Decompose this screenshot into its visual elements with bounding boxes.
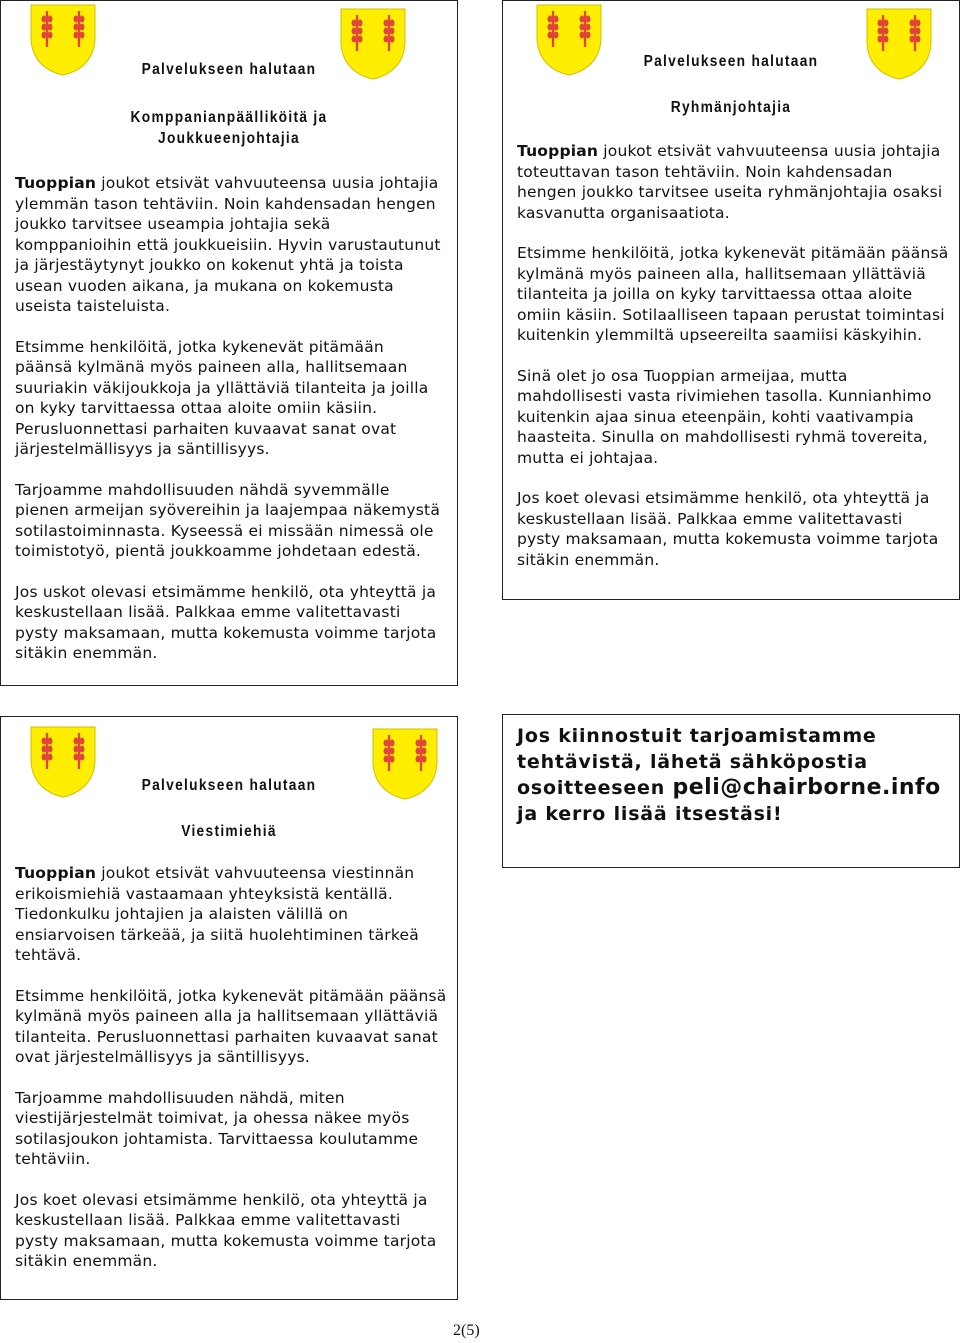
contact-line: tehtävistä, lähetä sähköpostia: [517, 751, 868, 773]
paragraph: Sinä olet jo osa Tuoppian armeijaa, mutta mahdollisesti vasta rivimiehen tasolla. Kunnianhimo kuitenkin ajaa sinua eteenpäin, kohti vaativampia haasteita. Sinulla on mahdollisesti ryhmä tovereita, mutta ei johtajaa.: [517, 366, 932, 467]
contact-line: [517, 775, 951, 801]
paragraph: [15, 863, 447, 966]
paragraph: Tarjoamme mahdollisuuden nähdä syvemmälle pienen armeijan syövereihin ja laajempaa näkemystä sotilastoiminnasta. Kyseessä ei missään nimessä ole toimistotyö, pientä joukkoamme johdetaan edestä.: [15, 480, 441, 560]
ad-role-title: Ryhmänjohtajia: [670, 99, 792, 116]
ad-role-title: [33, 107, 425, 149]
role-line: Komppanianpäälliköitä ja: [130, 109, 328, 126]
ad-company-commanders: [0, 0, 458, 686]
email-address[interactable]: peli@chairborne.info: [672, 775, 941, 800]
paragraph: Etsimme henkilöitä, jotka kykenevät pitämään päänsä kylmänä myös paineen alla, hallitsemaan suuriakin väkijoukkoja ja yllättäviä tilanteita ja joilla on kyky tarvittaessa ottaa aloite omiin käsiin. Perusluonnettasi parhaiten kuvaavat sanat ovat järjestelmällisyys ja säntillisyys.: [15, 337, 429, 458]
lead-word: Tuoppian: [517, 142, 599, 160]
ad-role-title: Viestimiehiä: [181, 823, 277, 840]
ad-heading: Palvelukseen halutaan: [141, 61, 317, 78]
contact-text: [517, 723, 951, 827]
paragraph: Tarjoamme mahdollisuuden nähdä, miten viestijärjestelmät toimivat, ja ohessa näkee myös sotilasjoukon johtamista. Tarvittaessa koulutamme tehtäviin.: [15, 1088, 419, 1168]
paragraph-text: joukot etsivät vahvuuteensa viestinnän erikoismiehiä vastaamaan yhteyksistä kentällä. Tiedonkulku johtajien ja alaisten välillä on ensiarvoisen tärkeää, ja siitä huolehtiminen tärkeä tehtävä.: [15, 864, 419, 964]
lead-word: Tuoppian: [15, 174, 97, 192]
ad-squad-leaders: [502, 0, 960, 600]
contact-line: Jos kiinnostuit tarjoamistamme: [517, 725, 877, 747]
contact-line: ja kerro lisää itsestäsi!: [517, 803, 783, 825]
contact-box: [502, 714, 960, 868]
ad-body: [15, 173, 445, 684]
role-line: Joukkueenjohtajia: [158, 130, 300, 147]
page-number: 2(5): [453, 1322, 480, 1339]
paragraph: Etsimme henkilöitä, jotka kykenevät pitämään päänsä kylmänä myös paineen alla, hallitsemaan yllättäviä tilanteita ja joilla on kyky tarvittaessa ottaa aloite omiin käsiin. Sotilaalliseen tapaan perustat toimintasi kuitenkin ylemmiltä upseereilta saamiisi käskyihin.: [517, 244, 949, 344]
paragraph: Jos koet olevasi etsimämme henkilö, ota yhteyttä ja keskustellaan lisää. Palkkaa emme valitettavasti pysty maksamaan, mutta kokemusta voimme tarjota sitäkin enemmän.: [15, 1190, 437, 1270]
ad-body: [517, 141, 949, 590]
ad-heading: Palvelukseen halutaan: [141, 777, 317, 794]
paragraph: [517, 141, 949, 223]
paragraph: [15, 173, 445, 317]
paragraph-text: joukot etsivät vahvuuteensa uusia johtajia toteuttavan tason tehtäviin. Noin kahdensadan hengen joukko tarvitsee useita ryhmänjohtajia osaksi kasvanutta organisaatiota.: [517, 142, 943, 222]
ad-signalmen: [0, 716, 458, 1300]
paragraph: Etsimme henkilöitä, jotka kykenevät pitämään päänsä kylmänä myös paineen alla ja hallitsemaan yllättäviä tilanteita. Perusluonnettasi parhaiten kuvaavat sanat ovat järjestelmällisyys ja säntillisyys.: [15, 986, 447, 1066]
lead-word: Tuoppian: [15, 864, 97, 882]
ad-heading: Palvelukseen halutaan: [643, 53, 819, 70]
paragraph-text: joukot etsivät vahvuuteensa uusia johtajia ylemmän tason tehtäviin. Noin kahdensadan hengen joukko tarvitsee useampia johtajia sekä komppanioihin että joukkueisiin. Hyvin varustautunut ja järjestäytynyt joukko on kokenut yhtä ja toista usean vuoden aikana, ja mukana on kokemusta useista taisteluista.: [15, 174, 441, 315]
paragraph: Jos koet olevasi etsimämme henkilö, ota yhteyttä ja keskustellaan lisää. Palkkaa emme valitettavasti pysty maksamaan, mutta kokemusta voimme tarjota sitäkin enemmän.: [517, 489, 939, 569]
ad-body: [15, 863, 447, 1292]
contact-prefix: osoitteeseen: [517, 777, 673, 799]
paragraph: Jos uskot olevasi etsimämme henkilö, ota yhteyttä ja keskustellaan lisää. Palkkaa emme valitettavasti pysty maksamaan, mutta kokemusta voimme tarjota sitäkin enemmän.: [15, 582, 437, 662]
